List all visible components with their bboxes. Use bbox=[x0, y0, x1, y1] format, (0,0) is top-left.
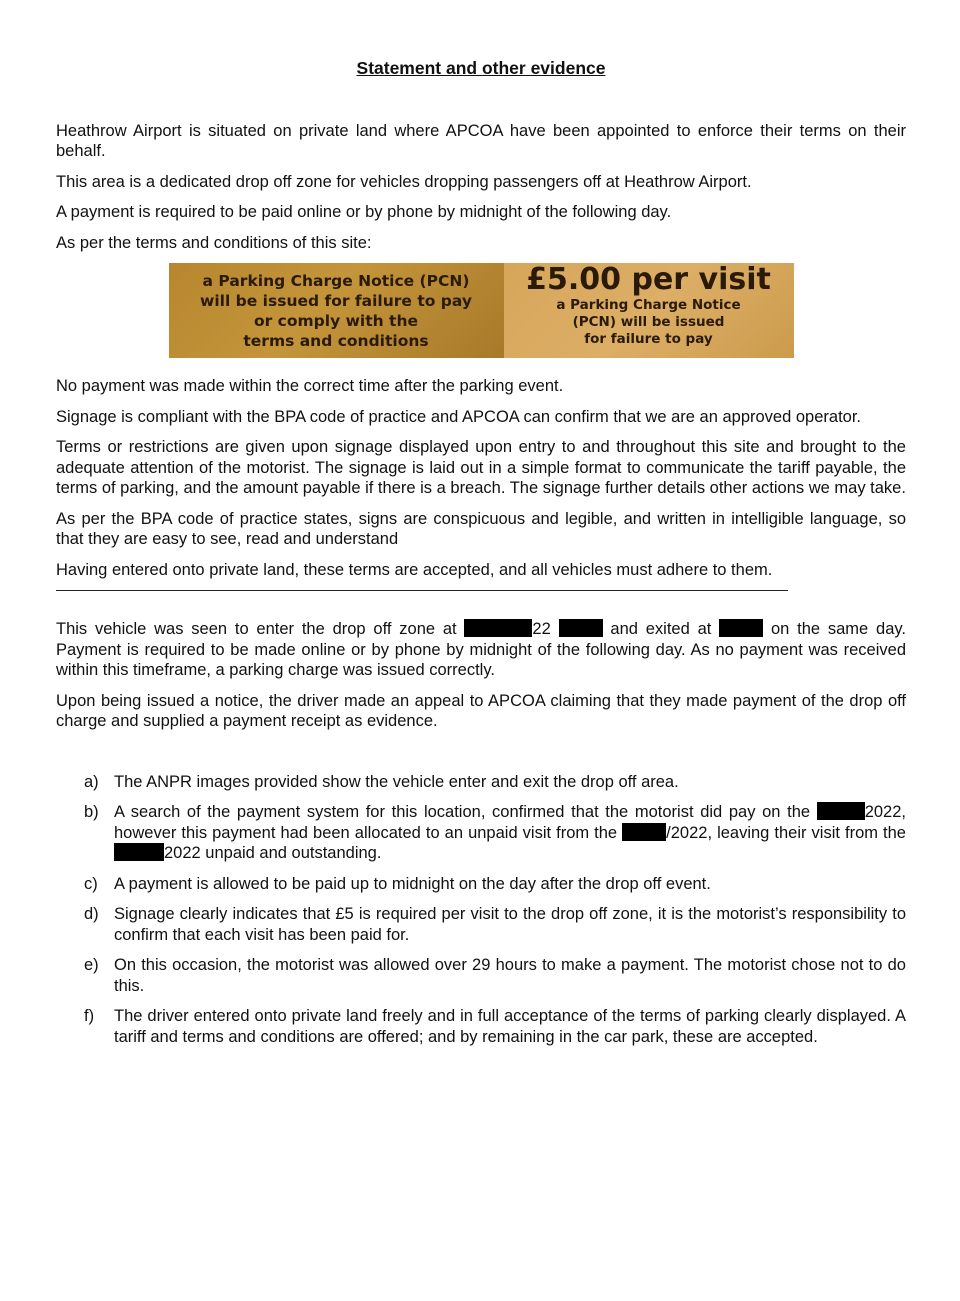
list-item bbox=[56, 874, 906, 895]
list-item bbox=[56, 802, 906, 864]
body-paragraph-9: Having entered onto private land, these terms are accepted, and all vehicles must adhere to them. bbox=[56, 560, 773, 579]
intro-paragraph-1: Heathrow Airport is situated on private land where APCOA have been appointed to enforce their terms on their behalf. bbox=[56, 121, 906, 160]
sign-right-line: a Parking Charge Notice bbox=[556, 297, 741, 313]
list-item-text: Signage clearly indicates that £5 is required per visit to the drop off zone, it is the motorist’s responsibility to confirm that each visit has been paid for. bbox=[114, 905, 906, 944]
sign-right-panel bbox=[504, 263, 794, 358]
list-marker: a) bbox=[84, 772, 99, 791]
list-item-text: A payment is allowed to be paid up to midnight on the day after the drop off event. bbox=[114, 874, 711, 893]
sign-left-line: or comply with the bbox=[253, 312, 418, 330]
evidence-list bbox=[56, 772, 906, 1048]
list-item-text: The driver entered onto private land freely and in full acceptance of the terms of parking clearly displayed. A tariff and terms and conditions are offered; and by remaining in the car park, these are accepted. bbox=[114, 1007, 906, 1046]
list-marker: b) bbox=[84, 803, 99, 821]
list-item-text: The ANPR images provided show the vehicle enter and exit the drop off area. bbox=[114, 772, 679, 791]
list-item-text bbox=[114, 802, 906, 864]
body-paragraph-5: No payment was made within the correct time after the parking event. bbox=[56, 377, 564, 395]
appeal-paragraph: Upon being issued a notice, the driver made an appeal to APCOA claiming that they made payment of the drop off charge and supplied a payment receipt as evidence. bbox=[56, 691, 906, 730]
body-paragraph-8: As per the BPA code of practice states, signs are conspicuous and legible, and written in intelligible language, so that they are easy to see, read and understand bbox=[56, 509, 906, 548]
document-title: Statement and other evidence bbox=[356, 58, 606, 78]
event-text-b: 22 bbox=[532, 620, 551, 638]
event-text-d: on the same day. Payment is required to be made online or by phone by midnight of the following day. As no payment was received within this timeframe, a parking charge was issued correctly. bbox=[56, 620, 906, 679]
list-marker: c) bbox=[84, 874, 98, 893]
list-item-text: On this occasion, the motorist was allowed over 29 hours to make a payment. The motorist chose not to do this. bbox=[114, 956, 906, 995]
redaction-block bbox=[817, 802, 865, 820]
list-item bbox=[56, 1006, 906, 1047]
intro-paragraph-3: A payment is required to be paid online or by phone by midnight of the following day. bbox=[56, 203, 672, 221]
signage-image bbox=[56, 263, 906, 358]
redaction-block bbox=[622, 823, 666, 841]
redaction-block bbox=[464, 619, 532, 637]
redaction-block bbox=[559, 619, 603, 637]
list-item bbox=[56, 904, 906, 945]
list-item-text-part: 2022 unpaid and outstanding. bbox=[164, 844, 382, 862]
parking-sign bbox=[169, 263, 794, 358]
sign-right-line: (PCN) will be issued bbox=[572, 314, 725, 330]
document-page bbox=[56, 58, 906, 1057]
event-text-c: and exited at bbox=[610, 620, 712, 638]
body-paragraph-7: Terms or restrictions are given upon signage displayed upon entry to and throughout this site and brought to the adequate attention of the motorist. The signage is laid out in a simple format to communicate the tariff payable, the terms of parking, and the amount payable if there is a breach. The signage further details other actions we may take. bbox=[56, 438, 906, 497]
sign-left-line: will be issued for failure to pay bbox=[200, 292, 472, 310]
body-paragraph-6: Signage is compliant with the BPA code of practice and APCOA can confirm that we are an approved operator. bbox=[56, 407, 861, 426]
sign-right-line: for failure to pay bbox=[584, 331, 713, 347]
intro-paragraph-2: This area is a dedicated drop off zone for vehicles dropping passengers off at Heathrow Airport. bbox=[56, 172, 752, 191]
list-marker: f) bbox=[84, 1007, 95, 1025]
event-text-a: This vehicle was seen to enter the drop off zone at bbox=[56, 620, 457, 638]
list-marker: e) bbox=[84, 956, 99, 974]
event-paragraph bbox=[56, 619, 906, 681]
sign-price: £5.00 per visit bbox=[526, 262, 771, 297]
sign-left-line: a Parking Charge Notice (PCN) bbox=[202, 272, 470, 290]
sign-left-line: terms and conditions bbox=[243, 332, 429, 350]
horizontal-rule bbox=[56, 590, 788, 591]
list-item-text-part: A search of the payment system for this location, confirmed that the motorist did pay on the bbox=[114, 803, 811, 821]
list-item-text-part: /2022, leaving their visit from the bbox=[666, 823, 906, 842]
redaction-block bbox=[114, 843, 164, 861]
redaction-block bbox=[719, 619, 763, 637]
sign-left-panel bbox=[169, 263, 504, 358]
list-item bbox=[56, 772, 906, 793]
list-item bbox=[56, 955, 906, 996]
list-marker: d) bbox=[84, 905, 99, 923]
intro-paragraph-4: As per the terms and conditions of this site: bbox=[56, 233, 372, 252]
list-item-text-part: 2022, however this payment had been allocated to an unpaid visit from the bbox=[114, 803, 906, 842]
